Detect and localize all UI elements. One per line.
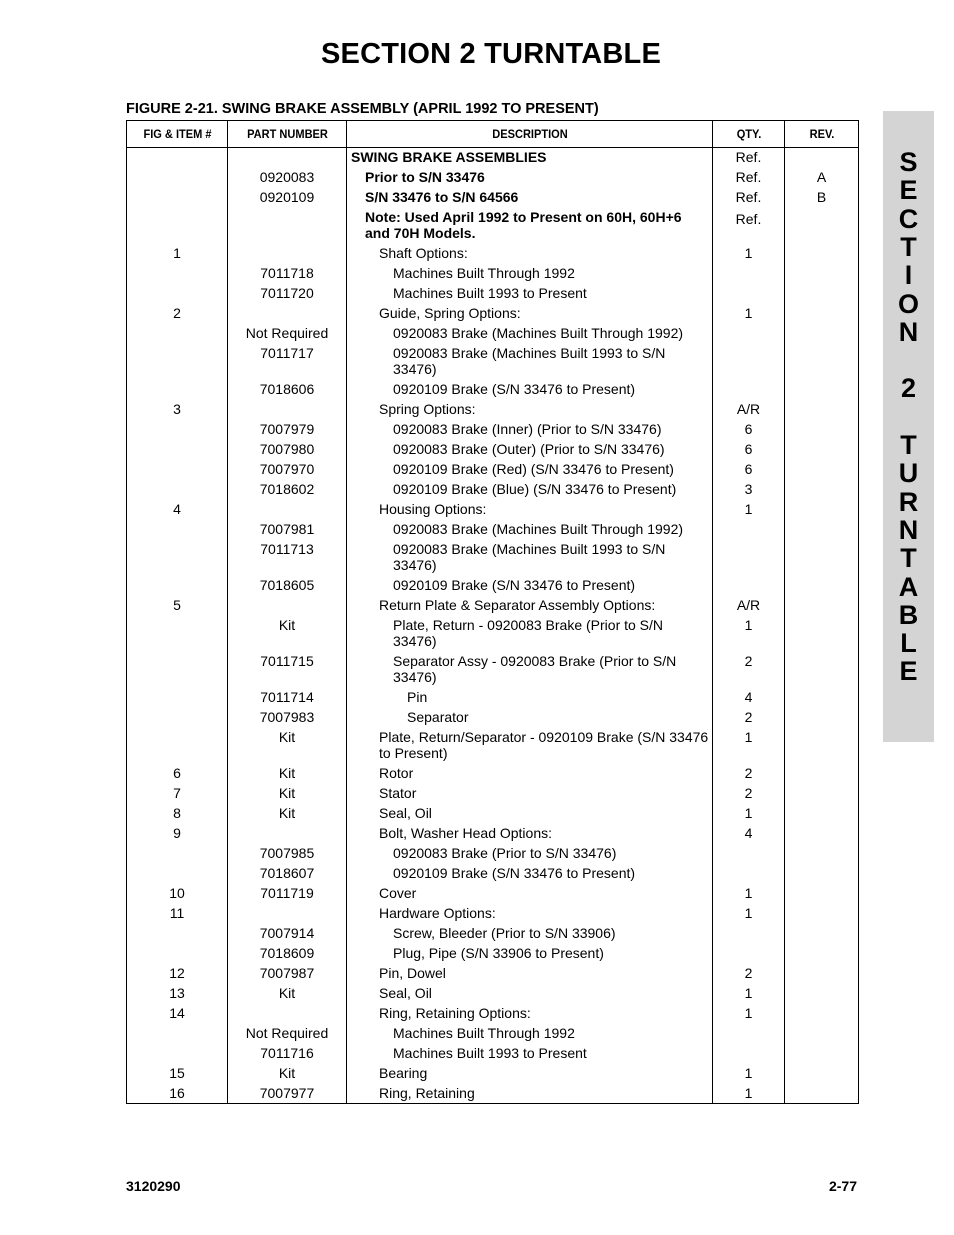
table-row — [127, 323, 859, 343]
description-cell: Return Plate & Separator Assembly Options: — [347, 595, 713, 615]
part-number-cell: 0920083 — [228, 167, 347, 187]
rev-cell: A — [785, 167, 859, 187]
qty-cell: 2 — [713, 763, 785, 783]
rev-cell — [785, 823, 859, 843]
side-tab-letter: N — [898, 316, 919, 347]
rev-cell — [785, 459, 859, 479]
rev-cell — [785, 379, 859, 399]
description-cell: 0920109 Brake (Blue) (S/N 33476 to Present) — [347, 479, 713, 499]
fig-item-cell — [127, 519, 228, 539]
fig-item-cell: 1 — [127, 243, 228, 263]
description-cell: 0920083 Brake (Inner) (Prior to S/N 33476) — [347, 419, 713, 439]
table-row — [127, 763, 859, 783]
side-tab-letter: R — [898, 486, 919, 517]
table-row — [127, 1063, 859, 1083]
fig-item-cell — [127, 343, 228, 379]
part-number-cell: 7018605 — [228, 575, 347, 595]
side-tab-letter: I — [904, 260, 913, 291]
table-row — [127, 263, 859, 283]
table-row — [127, 283, 859, 303]
rev-cell — [785, 1063, 859, 1083]
rev-cell — [785, 843, 859, 863]
table-row — [127, 783, 859, 803]
side-tab-letter: N — [898, 514, 919, 545]
side-tab-letter: L — [900, 628, 917, 659]
fig-item-cell: 13 — [127, 983, 228, 1003]
page-number: 2-77 — [828, 1178, 857, 1194]
fig-item-cell — [127, 863, 228, 883]
description-cell: Shaft Options: — [347, 243, 713, 263]
fig-item-cell — [127, 651, 228, 687]
section-side-tab — [883, 111, 934, 742]
description-cell: Spring Options: — [347, 399, 713, 419]
rev-cell — [785, 243, 859, 263]
qty-cell — [713, 923, 785, 943]
qty-cell: 1 — [713, 615, 785, 651]
rev-cell — [785, 903, 859, 923]
description-cell: S/N 33476 to S/N 64566 — [347, 187, 713, 207]
rev-cell — [785, 343, 859, 379]
rev-cell — [785, 323, 859, 343]
rev-cell: B — [785, 187, 859, 207]
side-tab-letter: E — [899, 175, 918, 206]
part-number-cell: Not Required — [228, 323, 347, 343]
description-cell: 0920083 Brake (Prior to S/N 33476) — [347, 843, 713, 863]
description-cell: Bearing — [347, 1063, 713, 1083]
side-tab-letter: O — [897, 288, 919, 319]
description-cell: Rotor — [347, 763, 713, 783]
fig-item-cell — [127, 283, 228, 303]
part-number-cell: 7011713 — [228, 539, 347, 575]
qty-cell: 2 — [713, 963, 785, 983]
part-number-cell — [228, 207, 347, 243]
part-number-cell — [228, 148, 347, 168]
part-number-cell: 7018606 — [228, 379, 347, 399]
table-row — [127, 575, 859, 595]
rev-cell — [785, 263, 859, 283]
qty-cell: 1 — [713, 1083, 785, 1104]
part-number-cell: 7007977 — [228, 1083, 347, 1104]
side-tab-letter: T — [900, 231, 917, 262]
part-number-cell: Not Required — [228, 1023, 347, 1043]
fig-item-cell — [127, 1043, 228, 1063]
fig-item-cell: 6 — [127, 763, 228, 783]
fig-item-cell — [127, 419, 228, 439]
part-number-cell: 7011714 — [228, 687, 347, 707]
table-row — [127, 207, 859, 243]
fig-item-cell: 11 — [127, 903, 228, 923]
fig-item-cell: 10 — [127, 883, 228, 903]
description-cell: Ring, Retaining — [347, 1083, 713, 1104]
qty-cell — [713, 519, 785, 539]
rev-cell — [785, 923, 859, 943]
description-cell: Machines Built Through 1992 — [347, 1023, 713, 1043]
qty-cell: Ref. — [713, 148, 785, 168]
rev-cell — [785, 1043, 859, 1063]
part-number-cell: Kit — [228, 763, 347, 783]
document-number: 3120290 — [126, 1178, 181, 1194]
fig-item-cell — [127, 148, 228, 168]
table-row — [127, 439, 859, 459]
side-tab-letter: 2 — [900, 373, 917, 404]
qty-cell: 1 — [713, 903, 785, 923]
side-tab-letter: T — [900, 543, 917, 574]
qty-cell: 4 — [713, 823, 785, 843]
side-tab-letter: E — [899, 656, 918, 687]
fig-item-cell — [127, 727, 228, 763]
fig-item-cell: 2 — [127, 303, 228, 323]
part-number-cell: 7007981 — [228, 519, 347, 539]
qty-cell: 6 — [713, 439, 785, 459]
table-row — [127, 419, 859, 439]
part-number-cell: Kit — [228, 783, 347, 803]
table-row — [127, 148, 859, 168]
column-header-rev: REV. — [787, 121, 855, 148]
table-row — [127, 1043, 859, 1063]
rev-cell — [785, 499, 859, 519]
description-cell: Housing Options: — [347, 499, 713, 519]
qty-cell: 1 — [713, 883, 785, 903]
description-cell: Plate, Return/Separator - 0920109 Brake (S/N 33476 to Present) — [347, 727, 713, 763]
table-row — [127, 1003, 859, 1023]
fig-item-cell — [127, 323, 228, 343]
fig-item-cell — [127, 207, 228, 243]
part-number-cell: 7011716 — [228, 1043, 347, 1063]
part-number-cell — [228, 303, 347, 323]
part-number-cell — [228, 1003, 347, 1023]
table-row — [127, 615, 859, 651]
part-number-cell: 7011715 — [228, 651, 347, 687]
qty-cell: 2 — [713, 783, 785, 803]
table-row — [127, 923, 859, 943]
fig-item-cell — [127, 459, 228, 479]
fig-item-cell: 8 — [127, 803, 228, 823]
description-cell: 0920109 Brake (Red) (S/N 33476 to Present) — [347, 459, 713, 479]
description-cell: Note: Used April 1992 to Present on 60H, 60H+6 and 70H Models. — [347, 207, 713, 243]
rev-cell — [785, 615, 859, 651]
qty-cell — [713, 863, 785, 883]
fig-item-cell — [127, 439, 228, 459]
rev-cell — [785, 595, 859, 615]
table-row — [127, 883, 859, 903]
rev-cell — [785, 963, 859, 983]
part-number-cell: 7007979 — [228, 419, 347, 439]
qty-cell: 1 — [713, 303, 785, 323]
part-number-cell: Kit — [228, 803, 347, 823]
description-cell: 0920109 Brake (S/N 33476 to Present) — [347, 863, 713, 883]
description-cell: Seal, Oil — [347, 803, 713, 823]
column-header-fig-item: FIG & ITEM # — [131, 121, 224, 148]
fig-item-cell — [127, 943, 228, 963]
rev-cell — [785, 687, 859, 707]
table-row — [127, 187, 859, 207]
rev-cell — [785, 575, 859, 595]
rev-cell — [785, 539, 859, 575]
description-cell: Machines Built 1993 to Present — [347, 1043, 713, 1063]
qty-cell: 4 — [713, 687, 785, 707]
description-cell: Machines Built Through 1992 — [347, 263, 713, 283]
fig-item-cell — [127, 843, 228, 863]
rev-cell — [785, 148, 859, 168]
table-row — [127, 343, 859, 379]
side-tab-letter: A — [898, 571, 919, 602]
table-row — [127, 1023, 859, 1043]
rev-cell — [785, 883, 859, 903]
part-number-cell: 7011720 — [228, 283, 347, 303]
description-cell: SWING BRAKE ASSEMBLIES — [347, 148, 713, 168]
fig-item-cell — [127, 615, 228, 651]
description-cell: Seal, Oil — [347, 983, 713, 1003]
part-number-cell: 7007970 — [228, 459, 347, 479]
qty-cell — [713, 1023, 785, 1043]
rev-cell — [785, 303, 859, 323]
part-number-cell — [228, 243, 347, 263]
side-tab-letter: T — [900, 430, 917, 460]
qty-cell: 1 — [713, 499, 785, 519]
qty-cell: 1 — [713, 1063, 785, 1083]
rev-cell — [785, 519, 859, 539]
description-cell: Pin — [347, 687, 713, 707]
part-number-cell: Kit — [228, 727, 347, 763]
table-row — [127, 823, 859, 843]
rev-cell — [785, 399, 859, 419]
fig-item-cell: 5 — [127, 595, 228, 615]
part-number-cell: 7018602 — [228, 479, 347, 499]
figure-title: FIGURE 2-21. SWING BRAKE ASSEMBLY (APRIL 1992 TO PRESENT) — [126, 101, 599, 117]
fig-item-cell: 9 — [127, 823, 228, 843]
qty-cell — [713, 575, 785, 595]
fig-item-cell — [127, 539, 228, 575]
table-row — [127, 843, 859, 863]
description-cell: 0920083 Brake (Machines Built Through 1992) — [347, 323, 713, 343]
part-number-cell: 0920109 — [228, 187, 347, 207]
table-row — [127, 539, 859, 575]
description-cell: Separator Assy - 0920083 Brake (Prior to S/N 33476) — [347, 651, 713, 687]
qty-cell: 1 — [713, 243, 785, 263]
description-cell: Prior to S/N 33476 — [347, 167, 713, 187]
part-number-cell: 7007985 — [228, 843, 347, 863]
fig-item-cell: 4 — [127, 499, 228, 519]
fig-item-cell — [127, 187, 228, 207]
table-row — [127, 707, 859, 727]
rev-cell — [785, 1003, 859, 1023]
table-header-row — [127, 121, 859, 148]
fig-item-cell — [127, 1023, 228, 1043]
part-number-cell: 7007980 — [228, 439, 347, 459]
rev-cell — [785, 943, 859, 963]
rev-cell — [785, 763, 859, 783]
table-row — [127, 1083, 859, 1104]
rev-cell — [785, 419, 859, 439]
side-tab-letter: S — [899, 147, 918, 177]
qty-cell — [713, 1043, 785, 1063]
fig-item-cell: 7 — [127, 783, 228, 803]
table-row — [127, 963, 859, 983]
table-row — [127, 243, 859, 263]
qty-cell — [713, 943, 785, 963]
description-cell: Machines Built 1993 to Present — [347, 283, 713, 303]
qty-cell — [713, 843, 785, 863]
rev-cell — [785, 863, 859, 883]
rev-cell — [785, 283, 859, 303]
table-row — [127, 479, 859, 499]
part-number-cell: 7007987 — [228, 963, 347, 983]
qty-cell — [713, 263, 785, 283]
qty-cell: A/R — [713, 399, 785, 419]
qty-cell: 6 — [713, 419, 785, 439]
qty-cell — [713, 323, 785, 343]
fig-item-cell — [127, 167, 228, 187]
part-number-cell: 7007914 — [228, 923, 347, 943]
description-cell: Bolt, Washer Head Options: — [347, 823, 713, 843]
table-row — [127, 863, 859, 883]
qty-cell: A/R — [713, 595, 785, 615]
description-cell: Stator — [347, 783, 713, 803]
part-number-cell: 7011717 — [228, 343, 347, 379]
rev-cell — [785, 983, 859, 1003]
fig-item-cell — [127, 707, 228, 727]
table-row — [127, 651, 859, 687]
table-row — [127, 903, 859, 923]
rev-cell — [785, 803, 859, 823]
fig-item-cell — [127, 923, 228, 943]
part-number-cell: 7007983 — [228, 707, 347, 727]
fig-item-cell — [127, 263, 228, 283]
part-number-cell: 7011719 — [228, 883, 347, 903]
qty-cell: 3 — [713, 479, 785, 499]
description-cell: 0920083 Brake (Machines Built 1993 to S/N 33476) — [347, 539, 713, 575]
part-number-cell — [228, 823, 347, 843]
rev-cell — [785, 1083, 859, 1104]
column-header-part-number: PART NUMBER — [232, 121, 341, 148]
part-number-cell: 7018609 — [228, 943, 347, 963]
fig-item-cell: 12 — [127, 963, 228, 983]
table-row — [127, 687, 859, 707]
description-cell: Ring, Retaining Options: — [347, 1003, 713, 1023]
description-cell: 0920083 Brake (Machines Built Through 1992) — [347, 519, 713, 539]
description-cell: Separator — [347, 707, 713, 727]
rev-cell — [785, 1023, 859, 1043]
column-header-description: DESCRIPTION — [361, 121, 698, 148]
qty-cell — [713, 283, 785, 303]
fig-item-cell: 16 — [127, 1083, 228, 1104]
part-number-cell — [228, 595, 347, 615]
description-cell: Hardware Options: — [347, 903, 713, 923]
fig-item-cell: 3 — [127, 399, 228, 419]
fig-item-cell: 15 — [127, 1063, 228, 1083]
qty-cell — [713, 539, 785, 575]
table-row — [127, 983, 859, 1003]
table-row — [127, 303, 859, 323]
qty-cell: 1 — [713, 803, 785, 823]
qty-cell: 6 — [713, 459, 785, 479]
rev-cell — [785, 727, 859, 763]
qty-cell — [713, 379, 785, 399]
side-tab-letter: U — [898, 458, 919, 489]
part-number-cell: Kit — [228, 1063, 347, 1083]
side-tab-letter: B — [898, 599, 919, 630]
description-cell: Plug, Pipe (S/N 33906 to Present) — [347, 943, 713, 963]
qty-cell — [713, 343, 785, 379]
parts-table — [126, 120, 859, 1104]
description-cell: 0920109 Brake (S/N 33476 to Present) — [347, 575, 713, 595]
qty-cell: Ref. — [713, 187, 785, 207]
part-number-cell — [228, 499, 347, 519]
part-number-cell: 7018607 — [228, 863, 347, 883]
qty-cell: 1 — [713, 1003, 785, 1023]
section-title: SECTION 2 TURNTABLE — [321, 38, 661, 70]
table-row — [127, 499, 859, 519]
description-cell: 0920109 Brake (S/N 33476 to Present) — [347, 379, 713, 399]
table-row — [127, 167, 859, 187]
qty-cell: 2 — [713, 707, 785, 727]
table-row — [127, 803, 859, 823]
qty-cell: Ref. — [713, 207, 785, 243]
qty-cell: Ref. — [713, 167, 785, 187]
parts-table-body — [127, 148, 859, 1104]
description-cell: Plate, Return - 0920083 Brake (Prior to S/N 33476) — [347, 615, 713, 651]
rev-cell — [785, 707, 859, 727]
rev-cell — [785, 479, 859, 499]
description-cell: Screw, Bleeder (Prior to S/N 33906) — [347, 923, 713, 943]
part-number-cell: Kit — [228, 615, 347, 651]
table-row — [127, 943, 859, 963]
description-cell: Cover — [347, 883, 713, 903]
part-number-cell: Kit — [228, 983, 347, 1003]
table-row — [127, 459, 859, 479]
table-row — [127, 727, 859, 763]
side-tab-letter: C — [898, 203, 919, 234]
column-header-qty: QTY. — [715, 121, 781, 148]
fig-item-cell — [127, 687, 228, 707]
fig-item-cell — [127, 479, 228, 499]
qty-cell: 1 — [713, 727, 785, 763]
rev-cell — [785, 207, 859, 243]
fig-item-cell: 14 — [127, 1003, 228, 1023]
table-row — [127, 399, 859, 419]
table-row — [127, 595, 859, 615]
table-row — [127, 519, 859, 539]
rev-cell — [785, 651, 859, 687]
description-cell: 0920083 Brake (Outer) (Prior to S/N 33476) — [347, 439, 713, 459]
fig-item-cell — [127, 379, 228, 399]
table-row — [127, 379, 859, 399]
description-cell: 0920083 Brake (Machines Built 1993 to S/N 33476) — [347, 343, 713, 379]
rev-cell — [785, 439, 859, 459]
qty-cell: 1 — [713, 983, 785, 1003]
part-number-cell: 7011718 — [228, 263, 347, 283]
description-cell: Pin, Dowel — [347, 963, 713, 983]
part-number-cell — [228, 903, 347, 923]
description-cell: Guide, Spring Options: — [347, 303, 713, 323]
qty-cell: 2 — [713, 651, 785, 687]
part-number-cell — [228, 399, 347, 419]
fig-item-cell — [127, 575, 228, 595]
rev-cell — [785, 783, 859, 803]
